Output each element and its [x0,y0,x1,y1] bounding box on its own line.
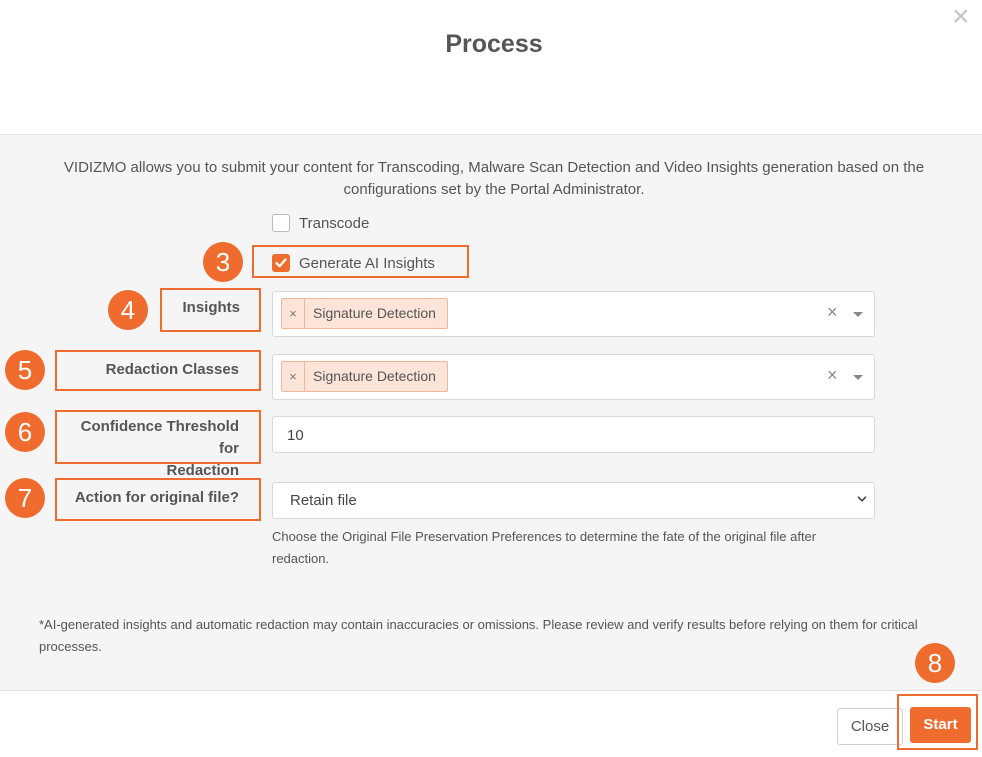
annotation-badge-5: 5 [5,350,45,390]
insights-tag [281,298,448,329]
annotation-badge-6: 6 [5,412,45,452]
check-icon [275,257,287,269]
action-selected-value: Retain file [290,492,357,509]
action-help-text: Choose the Original File Preservation Preferences to determine the fate of the original file after redaction. [272,529,817,566]
intro-text: VIDIZMO allows you to submit your content for Transcoding, Malware Scan Detection and Video Insights generation based on the configurations set by the Portal Administrator. [63,159,925,198]
transcode-checkbox[interactable] [272,214,290,232]
redaction-tag-label: Signature Detection [313,368,436,384]
action-select[interactable] [272,482,875,519]
transcode-label: Transcode [299,215,370,232]
confidence-value: 10 [287,427,304,444]
dialog-header [0,0,982,135]
annotation-badge-3: 3 [203,242,243,282]
generate-ai-checkbox[interactable] [272,254,290,272]
dropdown-caret-icon[interactable] [853,312,863,317]
confidence-label-line1: Confidence Threshold for [80,418,239,457]
annotation-badge-4: 4 [108,290,148,330]
annotation-badge-8: 8 [915,643,955,683]
clear-icon[interactable]: × [827,302,838,322]
chevron-down-icon [857,494,867,504]
confidence-input[interactable] [272,416,875,453]
confidence-label-line2: Redaction [166,462,239,479]
tag-remove-icon[interactable]: × [282,299,305,328]
close-icon[interactable]: × [952,0,970,33]
insights-multiselect[interactable] [272,291,875,337]
dialog-title: Process [445,30,543,58]
action-label: Action for original file? [74,489,239,506]
disclaimer-text: *AI-generated insights and automatic redaction may contain inaccuracies or omissions. Please review and verify results before relying on them for critical processes. [39,617,918,654]
insights-tag-label: Signature Detection [313,305,436,321]
redaction-classes-multiselect[interactable] [272,354,875,400]
tag-remove-icon[interactable]: × [282,362,305,391]
close-button[interactable]: Close [837,708,903,745]
insights-label: Insights [182,299,240,316]
clear-icon[interactable]: × [827,365,838,385]
redaction-tag [281,361,448,392]
generate-ai-label: Generate AI Insights [299,255,435,272]
redaction-classes-label: Redaction Classes [105,361,239,378]
dialog-footer [0,690,982,757]
annotation-badge-7: 7 [5,478,45,518]
dropdown-caret-icon[interactable] [853,375,863,380]
confidence-label [60,416,239,482]
start-button[interactable]: Start [910,707,971,743]
